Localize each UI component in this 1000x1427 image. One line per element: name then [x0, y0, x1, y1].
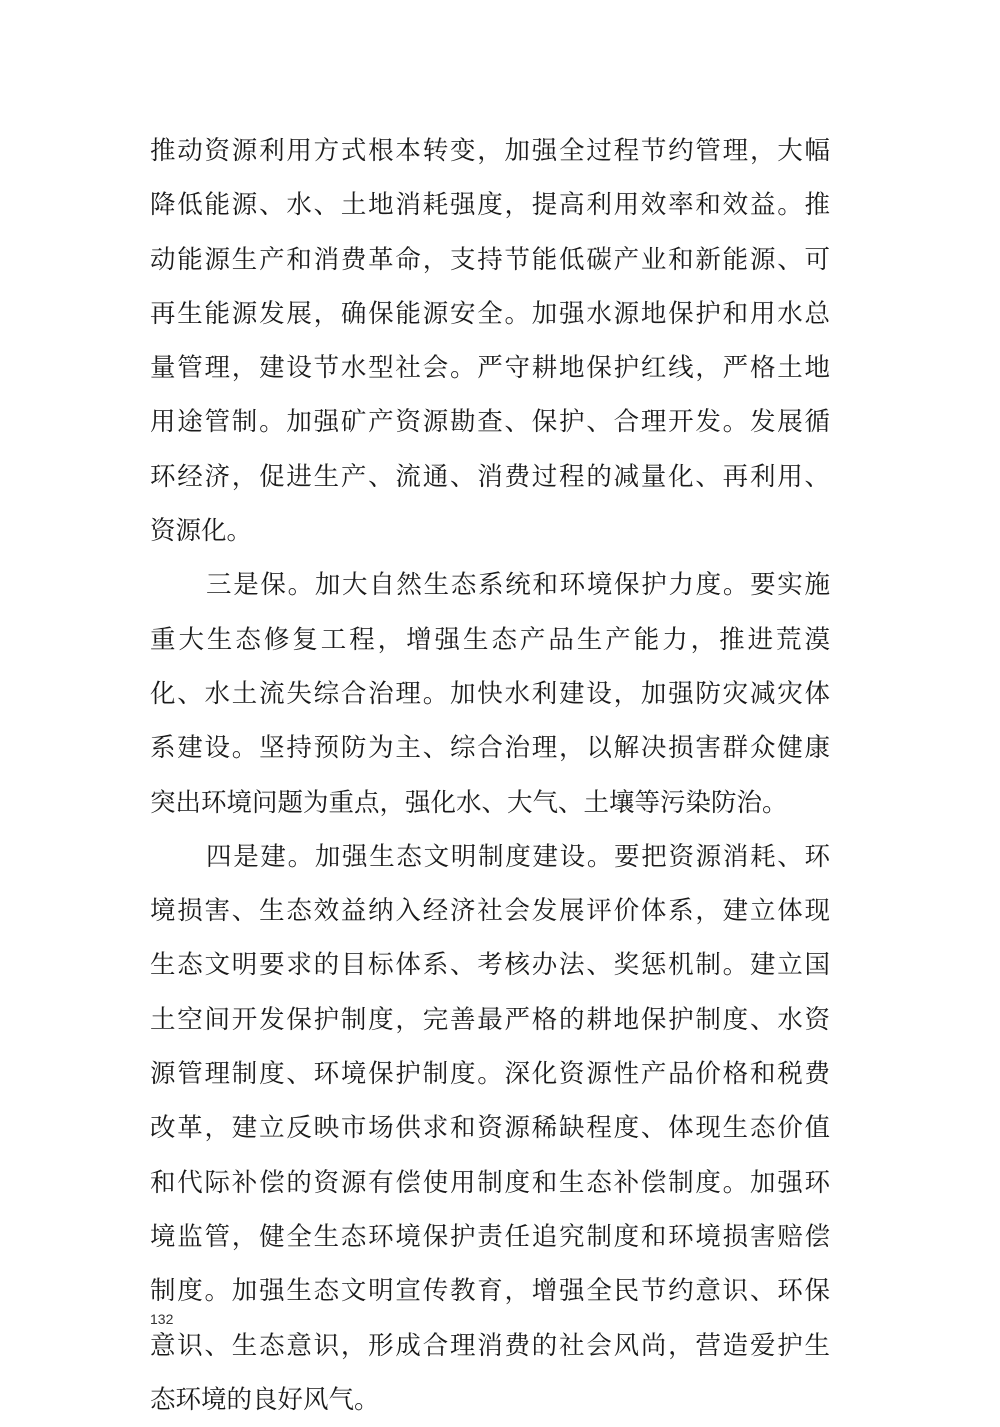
text-line: 和代际补偿的资源有偿使用制度和生态补偿制度。加强环: [150, 1167, 830, 1198]
text-line: 突出环境问题为重点，强化水、大气、土壤等污染防治。: [150, 787, 788, 818]
text-line: 再生能源发展，确保能源安全。加强水源地保护和用水总: [150, 298, 830, 329]
text-line: 态环境的良好风气。: [150, 1384, 380, 1415]
text-line: 境损害、生态效益纳入经济社会发展评价体系，建立体现: [150, 896, 830, 927]
text-line: 土空间开发保护制度，完善最严格的耕地保护制度、水资: [150, 1004, 830, 1035]
paragraph: [150, 558, 830, 829]
text-line: 生态文明要求的目标体系、考核办法、奖惩机制。建立国: [150, 950, 830, 981]
paragraph: [150, 124, 830, 558]
text-line: 境监管，健全生态环境保护责任追究制度和环境损害赔偿: [150, 1221, 830, 1252]
text-line: 源管理制度、环境保护制度。深化资源性产品价格和税费: [150, 1059, 830, 1090]
text-line: 意识、生态意识，形成合理消费的社会风尚，营造爱护生: [150, 1330, 830, 1361]
text-line: 推动资源利用方式根本转变，加强全过程节约管理，大幅: [150, 136, 830, 166]
text-line: 动能源生产和消费革命，支持节能低碳产业和新能源、可: [150, 244, 830, 275]
text-line: 四是建。加强生态文明制度建设。要把资源消耗、环: [206, 841, 830, 872]
text-line: 改革，建立反映市场供求和资源稀缺程度、体现生态价值: [150, 1113, 830, 1144]
text-line: 三是保。加大自然生态系统和环境保护力度。要实施: [206, 570, 830, 601]
text-line: 资源化。: [150, 516, 253, 547]
paragraph: [150, 830, 830, 1427]
text-line: 环经济，促进生产、流通、消费过程的减量化、再利用、: [150, 461, 830, 492]
text-line: 降低能源、水、土地消耗强度，提高利用效率和效益。推: [150, 190, 830, 221]
text-line: 重大生态修复工程，增强生态产品生产能力，推进荒漠: [150, 624, 830, 655]
document-body: [150, 124, 830, 1427]
text-line: 化、水土流失综合治理。加快水利建设，加强防灾减灾体: [150, 678, 830, 709]
text-line: 系建设。坚持预防为主、综合治理，以解决损害群众健康: [150, 733, 830, 764]
text-line: 制度。加强生态文明宣传教育，增强全民节约意识、环保: [150, 1276, 830, 1307]
text-line: 用途管制。加强矿产资源勘查、保护、合理开发。发展循: [150, 407, 830, 438]
text-line: 量管理，建设节水型社会。严守耕地保护红线，严格土地: [150, 353, 830, 384]
page-number: 132: [150, 1311, 174, 1327]
